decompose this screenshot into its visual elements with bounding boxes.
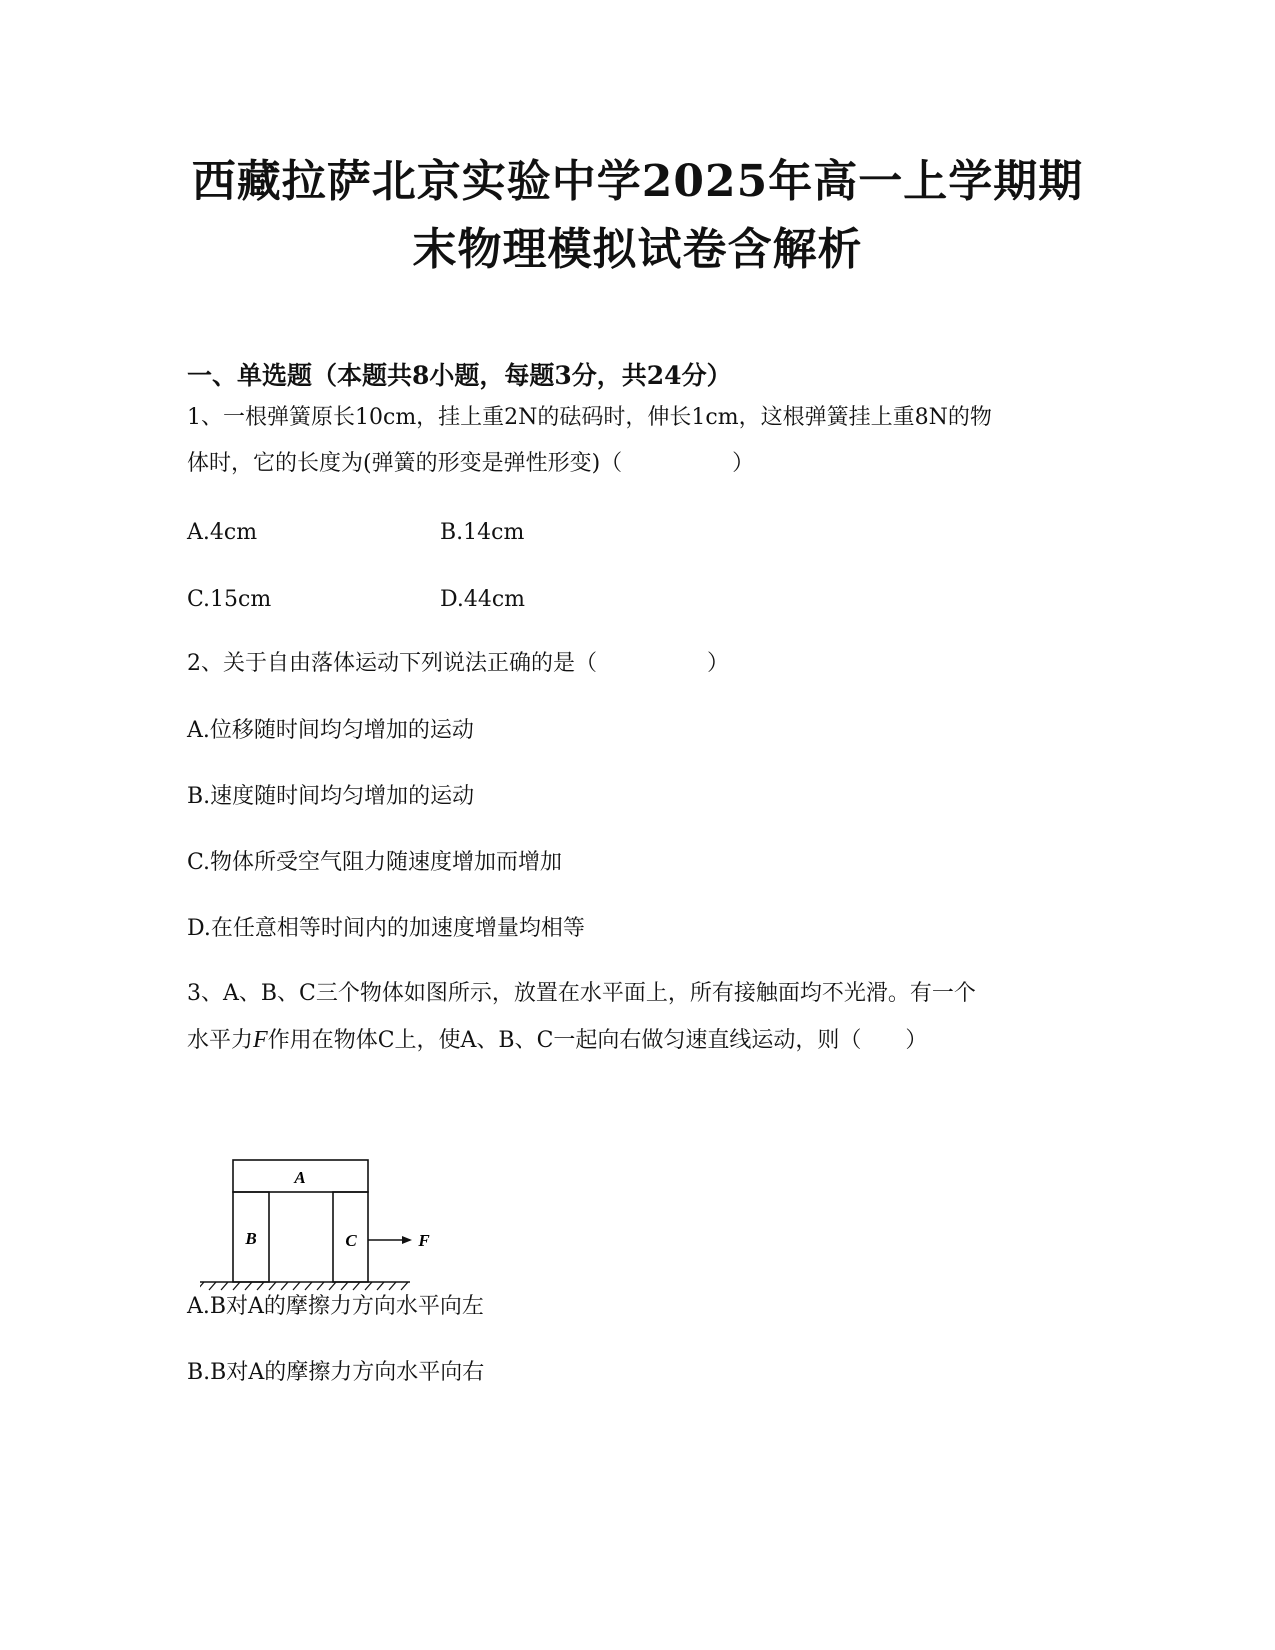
q2-option-c: C.物体所受空气阻力随速度增加而增加 [187,850,563,875]
q1-stem-line-2: 体时，它的长度为(弹簧的形变是弹性形变)（ ） [187,451,755,476]
q2-option-b: B.速度随时间均匀增加的运动 [187,784,475,809]
ground-hatch-mark [293,1282,300,1290]
q3-force-symbol: F [253,1027,268,1053]
document-title-line-2: 末物理模拟试卷含解析 [412,224,863,275]
document-title-line-1: 西藏拉萨北京实验中学2025年高一上学期期 [191,156,1084,207]
q1-option-b: B.14cm [440,520,525,545]
q3-stem-line-2 [187,1024,927,1057]
label-f: F [418,1231,430,1250]
section-heading: 一、单选题（本题共8小题，每题3分，共24分） [187,361,732,390]
label-b: B [245,1229,257,1248]
q2-option-a: A.位移随时间均匀增加的运动 [187,718,474,743]
ground-hatch-mark [245,1282,252,1290]
label-c: C [345,1231,357,1250]
ground-hatch-mark [401,1282,408,1290]
q3-stem-line-2-pre: 水平力 [187,1028,254,1053]
blocks-friction-figure [200,1150,440,1295]
q1-stem-line-1: 1、一根弹簧原长10cm，挂上重2N的砝码时，伸长1cm，这根弹簧挂上重8N的物 [187,405,992,430]
q2-stem: 2、关于自由落体运动下列说法正确的是（ ） [187,651,729,676]
ground-hatch-mark [221,1282,228,1290]
ground-hatch-mark [377,1282,384,1290]
q2-option-d: D.在任意相等时间内的加速度增量均相等 [187,916,585,941]
ground-hatch-mark [200,1282,204,1290]
q3-stem-line-2-post: 作用在物体C上，使A、B、C一起向右做匀速直线运动，则（ ） [267,1028,928,1053]
ground-hatch-mark [389,1282,396,1290]
ground-hatch-mark [329,1282,336,1290]
q3-option-b: B.B对A的摩擦力方向水平向右 [187,1360,485,1385]
ground-hatch-mark [341,1282,348,1290]
q1-option-c: C.15cm [187,587,272,612]
ground-hatch-mark [233,1282,240,1290]
q1-option-d: D.44cm [440,587,526,612]
ground-hatch-mark [305,1282,312,1290]
force-arrow-head [402,1236,412,1244]
ground-hatch-mark [353,1282,360,1290]
ground-hatching [200,1282,408,1290]
q3-option-a: A.B对A的摩擦力方向水平向左 [187,1294,484,1319]
ground-hatch-mark [317,1282,324,1290]
q1-option-a: A.4cm [187,520,258,545]
q3-stem-line-1: 3、A、B、C三个物体如图所示，放置在水平面上，所有接触面均不光滑。有一个 [187,981,976,1006]
label-a: A [294,1168,306,1187]
ground-hatch-mark [269,1282,276,1290]
ground-hatch-mark [209,1282,216,1290]
ground-hatch-mark [281,1282,288,1290]
ground-hatch-mark [257,1282,264,1290]
ground-hatch-mark [365,1282,372,1290]
